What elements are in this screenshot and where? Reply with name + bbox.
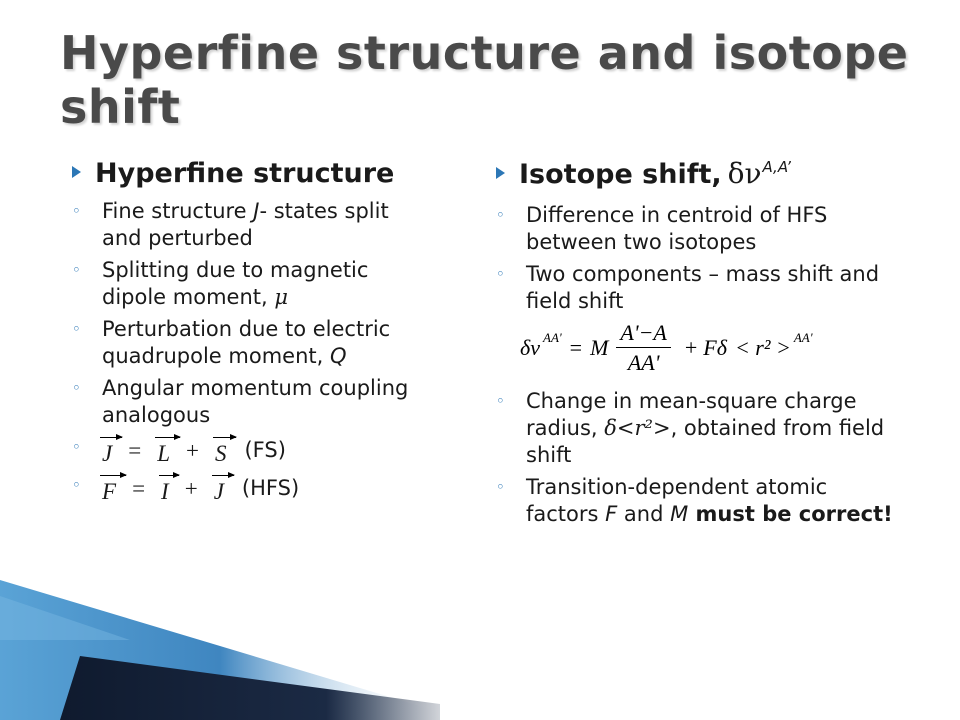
list-item: ◦ Transition-dependent atomic factors F and M must be correct! xyxy=(496,475,893,526)
right-list xyxy=(496,202,896,315)
ring-bullet-icon: ◦ xyxy=(496,265,505,283)
isotope-shift-symbol: δν xyxy=(727,157,762,190)
decorative-stripe xyxy=(0,580,440,720)
equation-hfs: ◦ F = I + J (HFS) xyxy=(72,472,424,505)
ring-bullet-icon: ◦ xyxy=(496,478,505,496)
ring-bullet-icon: ◦ xyxy=(72,320,81,338)
isotope-shift-formula: δν AA' = M $\frac{A'-A}{AA'}$ + Fδ < r² > AA' xyxy=(520,320,813,375)
right-heading-text: Isotope shift, xyxy=(519,159,722,190)
list-item: ◦ Perturbation due to electric quadrupole moment, Q xyxy=(72,317,391,368)
list-item: ◦ Difference in centroid of HFS between two isotopes xyxy=(496,203,828,254)
left-heading xyxy=(72,152,424,196)
list-item: ◦ Angular momentum coupling analogous xyxy=(72,376,409,427)
isotope-shift-superscript: A,A’ xyxy=(762,158,791,176)
ring-bullet-icon: ◦ xyxy=(72,379,81,397)
stripe-dark xyxy=(60,656,440,720)
list-item: ◦ Fine structure J- states split and perturbed xyxy=(72,199,389,250)
list-item: ◦ Change in mean-square charge radius, δ<r²>, obtained from field shift xyxy=(496,389,885,467)
ring-bullet-icon: ◦ xyxy=(496,206,505,224)
left-heading-text: Hyperfine structure xyxy=(95,158,395,189)
ring-bullet-icon: ◦ xyxy=(72,438,81,456)
ring-bullet-icon: ◦ xyxy=(496,392,505,410)
stripe-highlight xyxy=(0,596,130,640)
left-column xyxy=(72,152,424,510)
ring-bullet-icon: ◦ xyxy=(72,261,81,279)
arrow-bullet-icon xyxy=(496,167,505,179)
slide-title: Hyperfine structure and isotope shift xyxy=(60,26,909,134)
stripe-light xyxy=(0,580,440,720)
mass-shift-fraction: $\frac{A'-A}{AA'}$ xyxy=(616,320,670,376)
right-list-continued xyxy=(496,388,896,528)
equation-fs: ◦ J = L + S (FS) xyxy=(72,434,424,467)
ring-bullet-icon: ◦ xyxy=(72,202,81,220)
list-item: ◦ Two components – mass shift and field shift xyxy=(496,262,880,313)
right-heading xyxy=(496,152,896,200)
left-list xyxy=(72,198,424,505)
ring-bullet-icon: ◦ xyxy=(72,476,81,494)
arrow-bullet-icon xyxy=(72,166,81,178)
right-column xyxy=(496,152,896,533)
list-item: ◦ Splitting due to magnetic dipole moment, μ xyxy=(72,258,369,309)
